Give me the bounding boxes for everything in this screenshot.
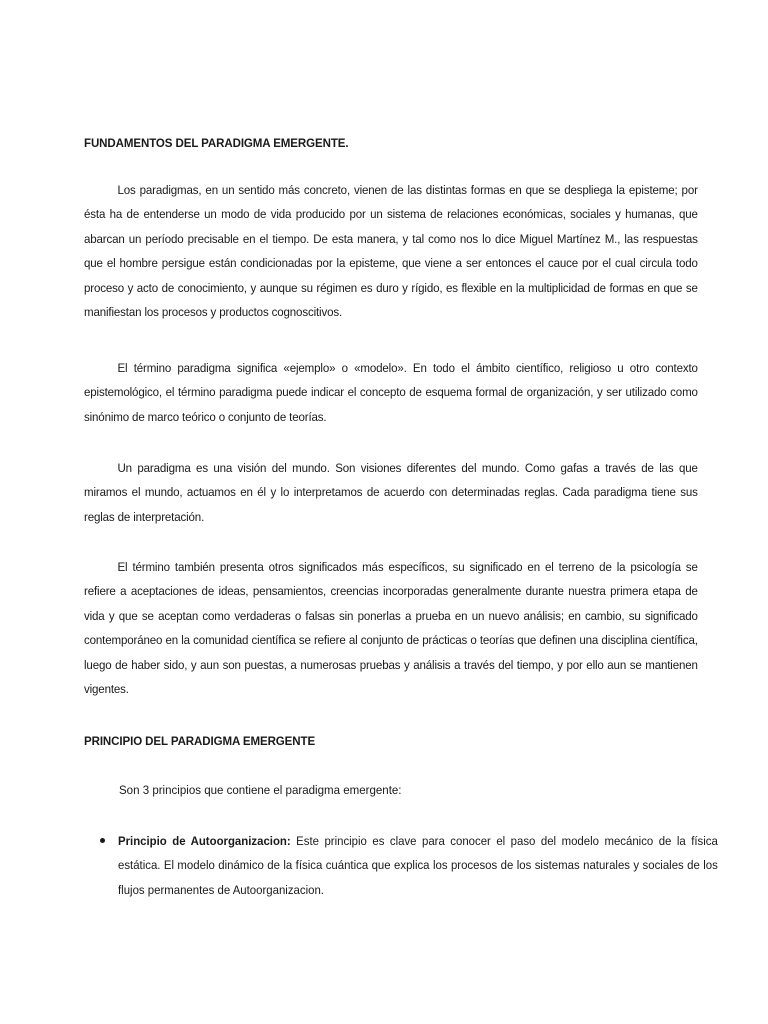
list-item-text: Este principio es clave para conocer el paso del modelo mecánico de la física estática. El modelo dinámico de la física cuántica que explica los procesos de los sistemas naturales y sociales de los flujos permanentes de Autoorganizacion. xyxy=(118,834,718,897)
section-heading-fundamentos: FUNDAMENTOS DEL PARADIGMA EMERGENTE. xyxy=(84,136,349,150)
paragraph-otros-significados: El término también presenta otros significados más específicos, su significado en el terreno de la psicología se refiere a aceptaciones de ideas, pensamientos, creencias incorporadas generalmente durante nuestra primera etapa de vida y que se aceptan como verdaderas o falsas sin ponerlas a prueba en un nuevo análisis; en cambio, su significado contemporáneo en la comunidad científica se refiere al conjunto de prácticas o teorías que definen una disciplina científica, luego de haber sido, y aun son puestas, a numerosas pruebas y análisis a través del tiempo, y por ello aun se mantienen vigentes. xyxy=(84,560,698,697)
paragraph-paradigmas: Los paradigmas, en un sentido más concreto, vienen de las distintas formas en que se despliega la episteme; por ésta ha de entenderse un modo de vida producido por un sistema de relaciones económicas, sociales y humanas, que abarcan un período precisable en el tiempo. De esta manera, y tal como nos lo dice Miguel Martínez M., las respuestas que el hombre persigue están condicionadas por la episteme, que viene a ser entonces el cauce por el cual circula todo proceso y acto de conocimiento, y aunque su régimen es duro y rígido, es flexible en la multiplicidad de formas en que se manifiestan los procesos y productos cognoscitivos. xyxy=(84,183,698,320)
list-item-title: Principio de Autoorganizacion: xyxy=(118,834,291,848)
paragraph-vision-mundo: Un paradigma es una visión del mundo. Son visiones diferentes del mundo. Como gafas a través de las que miramos el mundo, actuamos en él y lo interpretamos de acuerdo con determinadas reglas. Cada paradigma tiene sus reglas de interpretación. xyxy=(84,461,698,524)
paragraph-tres-principios: Son 3 principios que contiene el paradigma emergente: xyxy=(119,783,402,797)
paragraph-termino-paradigma: El término paradigma significa «ejemplo» o «modelo». En todo el ámbito científico, religioso u otro contexto epistemológico, el término paradigma puede indicar el concepto de esquema formal de organización, y ser utilizado como sinónimo de marco teórico o conjunto de teorías. xyxy=(84,361,698,424)
list-item-autoorganizacion xyxy=(118,829,718,902)
section-heading-principio: PRINCIPIO DEL PARADIGMA EMERGENTE xyxy=(84,734,316,748)
bullet-icon xyxy=(100,838,105,843)
